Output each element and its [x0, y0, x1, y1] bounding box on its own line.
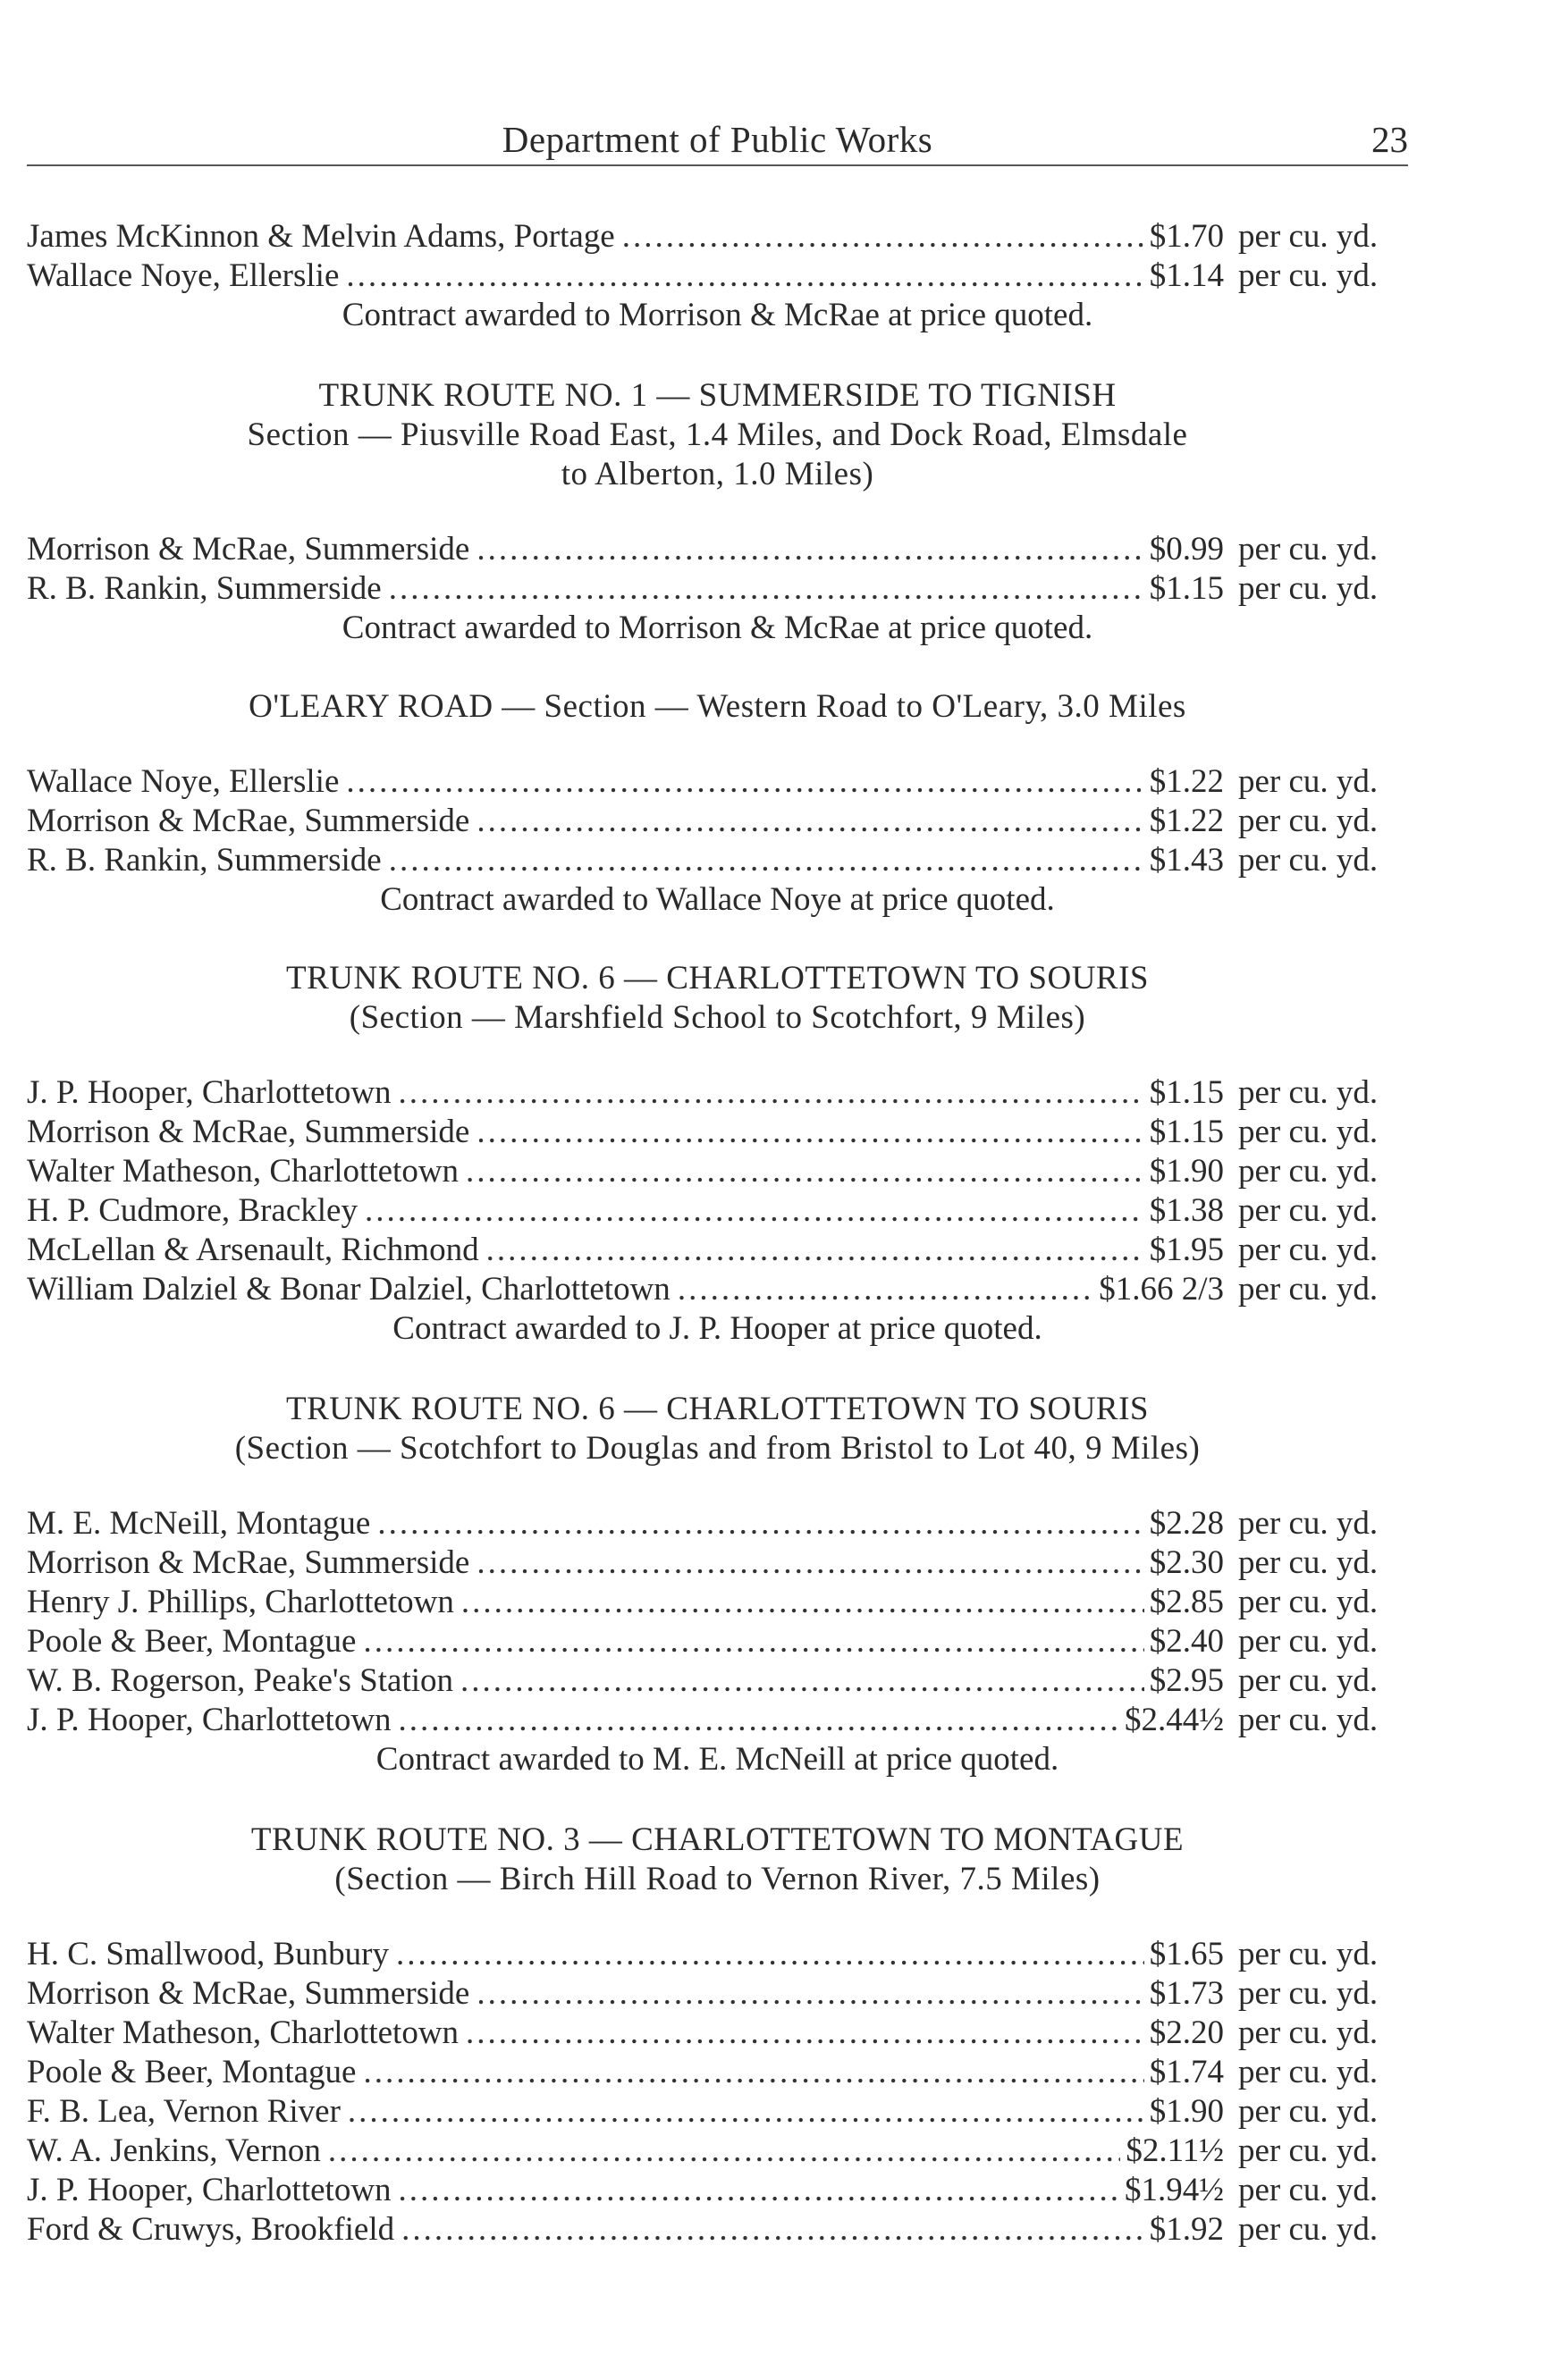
dot-leader: [399, 1701, 1119, 1740]
award-note: Contract awarded to M. E. McNeill at price quoted.: [375, 1741, 1059, 1778]
bid-row: [27, 1583, 1408, 1622]
bidder-name: W. B. Rogerson, Peake's Station: [27, 1662, 454, 1699]
bid-unit: per cu. yd.: [1238, 1936, 1379, 1972]
dot-leader: [399, 1073, 1144, 1113]
bid-unit: per cu. yd.: [1238, 1975, 1379, 2012]
tender-section: [27, 376, 1408, 648]
bid-row: [27, 257, 1408, 296]
dot-leader: [399, 2171, 1119, 2210]
section-subheading: (Section — Marshfield School to Scotchfort, 9 Miles): [349, 999, 1086, 1036]
bid-price: $2.95: [1149, 1662, 1224, 1699]
bid-row: [27, 1152, 1408, 1191]
bidder-name: R. B. Rankin, Summerside: [27, 842, 382, 879]
section-subheading: to Alberton, 1.0 Miles): [561, 456, 874, 492]
bid-price: $1.95: [1149, 1232, 1224, 1268]
dot-leader: [466, 2014, 1144, 2053]
bid-price: $1.38: [1149, 1192, 1224, 1229]
dot-leader: [363, 1622, 1143, 1661]
bid-unit: per cu. yd.: [1238, 218, 1379, 255]
dot-leader: [460, 1661, 1144, 1701]
bid-row: [27, 1935, 1408, 1974]
bid-row: [27, 1231, 1408, 1270]
bid-row: [27, 2053, 1408, 2092]
bid-row: [27, 841, 1408, 880]
section-subheading: (Section — Scotchfort to Douglas and from Bristol to Lot 40, 9 Miles): [234, 1430, 1201, 1467]
bidder-name: H. C. Smallwood, Bunbury: [27, 1936, 389, 1972]
bidder-name: Wallace Noye, Ellerslie: [27, 763, 340, 800]
bid-unit: per cu. yd.: [1238, 257, 1379, 294]
bidder-name: W. A. Jenkins, Vernon: [27, 2132, 321, 2169]
bid-price: $2.11½: [1126, 2132, 1224, 2169]
dot-leader: [477, 530, 1143, 569]
bid-unit: per cu. yd.: [1238, 1114, 1379, 1150]
dot-leader: [365, 1191, 1144, 1231]
dot-leader: [477, 1113, 1143, 1152]
bid-price: $2.28: [1149, 1505, 1224, 1542]
bid-row: [27, 802, 1408, 841]
page-number: 23: [1371, 119, 1408, 160]
award-note: Contract awarded to Wallace Noye at price quoted.: [380, 881, 1055, 918]
dot-leader: [348, 2092, 1144, 2132]
bidder-name: Ford & Cruwys, Brookfield: [27, 2211, 395, 2248]
bid-row: [27, 217, 1408, 257]
bid-unit: per cu. yd.: [1238, 763, 1379, 800]
bid-row: [27, 2014, 1408, 2053]
dot-leader: [477, 1543, 1143, 1583]
bidder-name: Walter Matheson, Charlottetown: [27, 1153, 460, 1190]
bid-unit: per cu. yd.: [1238, 1232, 1379, 1268]
bid-price: $2.30: [1149, 1544, 1224, 1581]
section-heading: TRUNK ROUTE NO. 1 — SUMMERSIDE TO TIGNISH: [318, 377, 1117, 414]
bid-row: [27, 1504, 1408, 1543]
bidder-name: Wallace Noye, Ellerslie: [27, 257, 340, 294]
bidder-name: Morrison & McRae, Summerside: [27, 1114, 470, 1150]
bidder-name: H. P. Cudmore, Brackley: [27, 1192, 358, 1229]
bid-price: $1.43: [1149, 842, 1224, 879]
dot-leader: [486, 1231, 1144, 1270]
bidder-name: James McKinnon & Melvin Adams, Portage: [27, 218, 615, 255]
award-note: Contract awarded to Morrison & McRae at price quoted.: [342, 297, 1093, 333]
bid-row: [27, 1661, 1408, 1701]
bid-unit: per cu. yd.: [1238, 1074, 1379, 1111]
running-header: [27, 114, 1408, 166]
bidder-name: Henry J. Phillips, Charlottetown: [27, 1584, 454, 1620]
bid-price: $1.92: [1149, 2211, 1224, 2248]
tender-list: [27, 217, 1408, 2250]
bid-price: $2.44½: [1125, 1702, 1224, 1738]
bid-unit: per cu. yd.: [1238, 1271, 1379, 1308]
award-note: Contract awarded to Morrison & McRae at price quoted.: [342, 610, 1093, 646]
bidder-name: R. B. Rankin, Summerside: [27, 570, 382, 607]
bid-price: $0.99: [1149, 531, 1224, 568]
bid-price: $1.14: [1149, 257, 1224, 294]
bid-price: $1.70: [1149, 218, 1224, 255]
bidder-name: J. P. Hooper, Charlottetown: [27, 1702, 392, 1738]
bidder-name: Morrison & McRae, Summerside: [27, 803, 470, 839]
bid-unit: per cu. yd.: [1238, 803, 1379, 839]
bid-unit: per cu. yd.: [1238, 1584, 1379, 1620]
bid-price: $1.74: [1149, 2054, 1224, 2090]
bid-price: $1.15: [1149, 1114, 1224, 1150]
bid-row: [27, 1073, 1408, 1113]
bid-price: $1.15: [1149, 570, 1224, 607]
section-heading: O'LEARY ROAD — Section — Western Road to O'Leary, 3.0 Miles: [249, 688, 1186, 725]
bid-row: [27, 530, 1408, 569]
bid-row: [27, 1191, 1408, 1231]
bid-unit: per cu. yd.: [1238, 531, 1379, 568]
tender-section: [27, 959, 1408, 1349]
bid-unit: per cu. yd.: [1238, 2172, 1379, 2208]
section-subheading: Section — Piusville Road East, 1.4 Miles, and Dock Road, Elmsdale: [247, 416, 1188, 453]
bid-price: $1.22: [1149, 803, 1224, 839]
bid-row: [27, 2092, 1408, 2132]
bid-row: [27, 1622, 1408, 1661]
section-subheading: (Section — Birch Hill Road to Vernon River, 7.5 Miles): [334, 1861, 1101, 1897]
bid-row: [27, 1701, 1408, 1740]
bid-unit: per cu. yd.: [1238, 1623, 1379, 1660]
bid-price: $1.90: [1149, 2093, 1224, 2130]
dot-leader: [466, 1152, 1144, 1191]
bid-price: $1.66 2/3: [1099, 1271, 1224, 1308]
bid-row: [27, 1543, 1408, 1583]
award-note: Contract awarded to J. P. Hooper at price quoted.: [392, 1310, 1042, 1347]
bid-row: [27, 1270, 1408, 1309]
bidder-name: J. P. Hooper, Charlottetown: [27, 1074, 392, 1111]
dot-leader: [389, 841, 1144, 880]
section-heading: TRUNK ROUTE NO. 6 — CHARLOTTETOWN TO SOURIS: [286, 1391, 1149, 1427]
bid-row: [27, 762, 1408, 802]
dot-leader: [346, 762, 1143, 802]
bidder-name: M. E. McNeill, Montague: [27, 1505, 371, 1542]
bid-unit: per cu. yd.: [1238, 1192, 1379, 1229]
bid-unit: per cu. yd.: [1238, 2093, 1379, 2130]
dot-leader: [477, 1974, 1143, 2014]
bid-unit: per cu. yd.: [1238, 570, 1379, 607]
dot-leader: [461, 1583, 1144, 1622]
tender-section: [27, 687, 1408, 920]
bid-unit: per cu. yd.: [1238, 1662, 1379, 1699]
bid-row: [27, 569, 1408, 609]
dot-leader: [396, 1935, 1144, 1974]
bid-price: $1.15: [1149, 1074, 1224, 1111]
bid-price: $1.90: [1149, 1153, 1224, 1190]
bidder-name: Poole & Beer, Montague: [27, 2054, 357, 2090]
dot-leader: [401, 2210, 1144, 2250]
bid-unit: per cu. yd.: [1238, 842, 1379, 879]
bidder-name: Morrison & McRae, Summerside: [27, 531, 470, 568]
bid-price: $1.94½: [1125, 2172, 1224, 2208]
dot-leader: [377, 1504, 1143, 1543]
document-page: [27, 0, 1408, 2380]
bid-row: [27, 1113, 1408, 1152]
bid-price: $1.22: [1149, 763, 1224, 800]
bidder-name: William Dalziel & Bonar Dalziel, Charlottetown: [27, 1271, 671, 1308]
bid-price: $1.65: [1149, 1936, 1224, 1972]
bidder-name: Walter Matheson, Charlottetown: [27, 2014, 460, 2051]
dot-leader: [346, 257, 1143, 296]
bidder-name: Poole & Beer, Montague: [27, 1623, 357, 1660]
bid-unit: per cu. yd.: [1238, 2132, 1379, 2169]
dot-leader: [477, 802, 1143, 841]
dot-leader: [678, 1270, 1093, 1309]
tender-section: [27, 1821, 1408, 2250]
tender-section: [27, 1390, 1408, 1779]
bid-price: $1.73: [1149, 1975, 1224, 2012]
bid-unit: per cu. yd.: [1238, 1505, 1379, 1542]
dot-leader: [328, 2132, 1120, 2171]
bidder-name: J. P. Hooper, Charlottetown: [27, 2172, 392, 2208]
bid-price: $2.85: [1149, 1584, 1224, 1620]
bid-unit: per cu. yd.: [1238, 2054, 1379, 2090]
tender-section: [27, 217, 1408, 335]
bidder-name: Morrison & McRae, Summerside: [27, 1975, 470, 2012]
bid-unit: per cu. yd.: [1238, 1153, 1379, 1190]
bid-row: [27, 1974, 1408, 2014]
section-heading: TRUNK ROUTE NO. 6 — CHARLOTTETOWN TO SOURIS: [286, 960, 1149, 997]
dot-leader: [389, 569, 1144, 609]
bid-unit: per cu. yd.: [1238, 1702, 1379, 1738]
bid-row: [27, 2132, 1408, 2171]
dot-leader: [622, 217, 1144, 257]
bid-unit: per cu. yd.: [1238, 2014, 1379, 2051]
bid-price: $2.20: [1149, 2014, 1224, 2051]
bid-price: $2.40: [1149, 1623, 1224, 1660]
page-title: Department of Public Works: [502, 119, 933, 160]
bidder-name: Morrison & McRae, Summerside: [27, 1544, 470, 1581]
bidder-name: McLellan & Arsenault, Richmond: [27, 1232, 479, 1268]
bid-unit: per cu. yd.: [1238, 2211, 1379, 2248]
bid-unit: per cu. yd.: [1238, 1544, 1379, 1581]
bid-row: [27, 2171, 1408, 2210]
dot-leader: [363, 2053, 1143, 2092]
bid-row: [27, 2210, 1408, 2250]
section-heading: TRUNK ROUTE NO. 3 — CHARLOTTETOWN TO MONTAGUE: [250, 1821, 1185, 1858]
bidder-name: F. B. Lea, Vernon River: [27, 2093, 341, 2130]
